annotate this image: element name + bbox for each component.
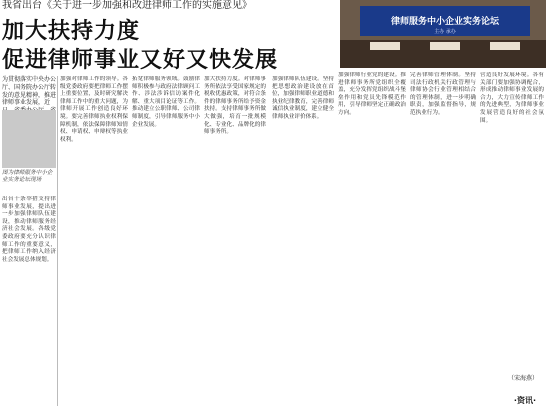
- photo-banner-sub: 主办 承办: [434, 29, 456, 35]
- body-column-6: 加强律师行业党的建设。推进律师事务所党组织全覆盖，充分发挥党组织战斗堡垒作用和党员先锋模范作用，引导律师坚定正确政治方向。: [338, 72, 406, 116]
- byline: （宋海燕）: [507, 375, 538, 382]
- photo-banner-text: 律师服务中小企业实务论坛: [390, 17, 500, 27]
- kicker-line: 我省出台《关于进一步加强和改进律师工作的实施意见》: [2, 0, 252, 11]
- photo-caption: 图为律师服务中小企业实务论坛现场: [2, 170, 53, 184]
- section-footer: ·资讯·: [513, 396, 536, 405]
- body-column-5: 加强律师队伍建设。坚持把思想政治建设放在首位，加强律师职业道德和执业纪律教育，完善律师诚信执业制度，建立健全律师执业评价体系。: [272, 76, 334, 120]
- forum-photo: [340, 0, 546, 68]
- body-column-4: 加大扶持力度。对律师事务所依法享受国家规定的税收优惠政策，对符合条件的律师事务所给予资金扶持。支持律师事务所做大做强，培育一批规模化、专业化、品牌化的律师事务所。: [204, 76, 266, 136]
- body-column-1: 出台十条举措支持律师事业发展，提出进一步加强律师队伍建设，推动律师服务经济社会发展。各级党委政府要充分认识律师工作的重要意义，把律师工作纳入经济社会发展总体规划。: [2, 196, 56, 263]
- body-column-8: 营造良好发展环境。各有关部门要加强协调配合，形成推动律师事业发展的合力，大力宣传律师工作的先进典型，为律师事业发展营造良好的社会氛围。: [480, 72, 544, 124]
- body-column-2: 加强对律师工作的领导。各级党委政府要把律师工作摆上重要位置，及时研究解决律师工作中的重大问题，为律师开展工作创造良好环境。要完善律师执业权利保障机制，依法保障律师知情权、申请权、申辩权等执业权利。: [60, 76, 128, 143]
- inset-photo: [2, 110, 56, 168]
- headline-line-1: 加大扶持力度: [2, 19, 141, 44]
- headline-line-2: 促进律师事业又好又快发展: [2, 48, 279, 73]
- body-column-7: 完善律师管理体制。坚持司法行政机关行政管理与律师协会行业管理相结合的管理体制，进一步明确职责，加强监督指导，规范执业行为。: [410, 72, 476, 116]
- column-rule: [57, 76, 58, 406]
- body-column-3: 拓宽律师服务领域。鼓励律师积极参与政府法律顾问工作、涉法涉诉信访案件化解、重大项目论证等工作。推动建立公职律师、公司律师制度，引导律师服务中小企业发展。: [132, 76, 200, 128]
- lead-paragraph: 为贯彻落实中央办公厅、国务院办公厅转发的意见精神，推进律师事业发展，近: [2, 76, 57, 107]
